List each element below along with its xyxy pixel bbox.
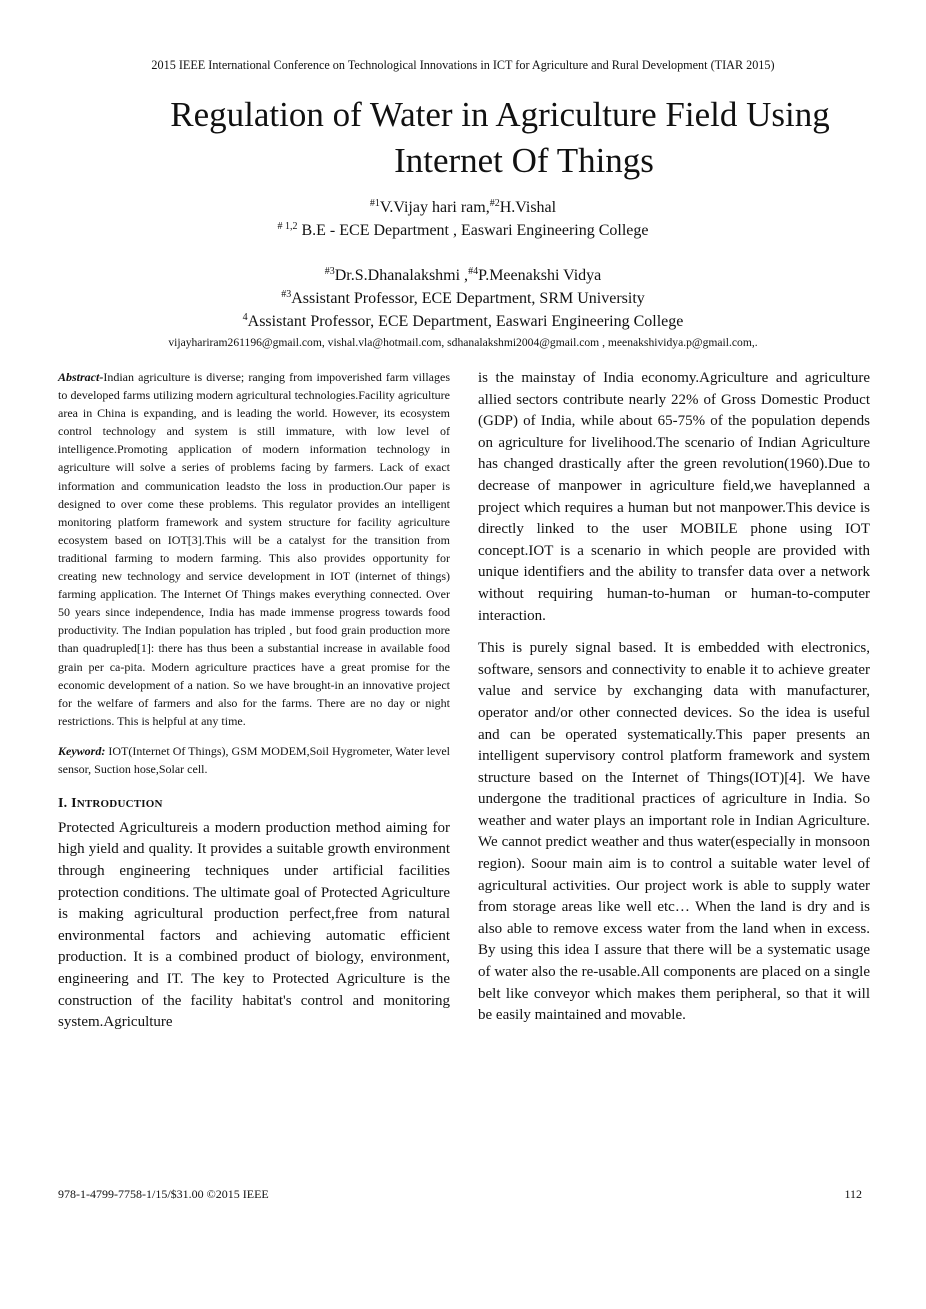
abstract — [58, 368, 450, 730]
authors-line-2 — [0, 267, 926, 285]
authors-line-1 — [0, 199, 926, 217]
footer-isbn: 978-1-4799-7758-1/15/$31.00 ©2015 IEEE — [58, 1187, 269, 1201]
left-column — [58, 368, 450, 1034]
right-column — [478, 368, 870, 1027]
author-marker: #2 — [489, 198, 500, 209]
affiliation-line-3 — [0, 313, 926, 331]
section-title-rest: NTRODUCTION — [76, 797, 163, 810]
affiliation-line-1 — [0, 222, 926, 240]
affiliation-marker: # 1,2 — [277, 221, 298, 232]
title-line-1: Regulation of Water in Agriculture Field Using — [170, 95, 830, 134]
section-heading-introduction — [58, 796, 450, 812]
keywords — [58, 742, 450, 778]
affiliation-text: Assistant Professor, ECE Department, SRM University — [291, 290, 645, 307]
affiliation-text: B.E - ECE Department , Easwari Engineering College — [297, 222, 649, 239]
author-name: H.Vishal — [499, 199, 557, 216]
author-name: P.Meenakshi Vidya — [478, 267, 602, 284]
author-marker: #1 — [369, 198, 380, 209]
author-marker: #3 — [324, 266, 335, 277]
affiliation-text: Assistant Professor, ECE Department, Easwari Engineering College — [247, 313, 684, 330]
author-name: Dr.S.Dhanalakshmi , — [334, 267, 469, 284]
paper-title — [60, 92, 866, 184]
body-paragraph-2: This is purely signal based. It is embedded with electronics, software, sensors and connectivity to enable it to achieve greater value and service by exchanging data with manufacturer, operator and/or other connected devices. So the idea is useful and can be operated systematically.This paper presents an intelligent supervisory control platform framework and system structure based on the Internet of Things(IOT)[4]. We have undergone the traditional practices of agriculture in India. So weather and water plays an important role in Indian Agriculture. We cannot predict weather and thus water(especially in monsoon region). Soour main aim is to control a suitable water level of agricultural activities. Our project work is able to supply water from storage areas like well etc… When the land is dry and is also able to remove excess water from the land when in excess. By using this idea I assure that there will be a systematic usage of water also the re-usable.All components are placed on a single belt like conveyor which makes them peripheral, so that it will be easily maintained and movable. — [478, 640, 870, 1024]
author-marker: #4 — [468, 266, 479, 277]
conference-header: 2015 IEEE International Conference on Technological Innovations in ICT for Agriculture and Rural Development (TIAR 2015) — [151, 58, 775, 72]
author-emails: vijayhariram261196@gmail.com, vishal.vla@hotmail.com, sdhanalakshmi2004@gmail.com , meenakshividya.p@gmail.com,. — [168, 336, 758, 349]
abstract-label: Abstract- — [58, 370, 104, 384]
keyword-text: IOT(Internet Of Things), GSM MODEM,Soil Hygrometer, Water level sensor, Suction hose,Solar cell. — [58, 743, 450, 776]
affiliation-marker: #3 — [281, 289, 292, 300]
abstract-text: Indian agriculture is diverse; ranging from impoverished farm villages to developed farms utilizing modern agricultural technologies.Facility agriculture area in China is expanding, and is leading the world. However, its ecosystem control technology and system is still immature, with low level of intelligence.Promoting application of modern information technology in agriculture will solve a series of problems facing by farmers. Lack of exact information and communication leadsto the loss in production.Our paper is designed to over come these problems. This regulator provides an intelligent monitoring platform framework and system structure for facility agriculture ecosystem based on IOT[3].This will be a catalyst for the transition from traditional farming to modern farming. This also provides opportunity for creating new technology and service development in IOT (internet of things) farming application. The Internet Of Things makes everything connected. Over 50 years since independence, India has made immense progress towards food productivity. The Indian population has tripled , but food grain production more than quadrupled[1]: there has thus been a substantial increase in available food grain per ca-pita. Modern agriculture practices have a great promise for the economic development of a nation. So we have brought-in an innovative project for the welfare of farmers and also for the farms. There are no day or night restrictions. This is helpful at any time. — [58, 370, 450, 728]
title-line-2: Internet Of Things — [394, 141, 654, 180]
section-initial: I — [71, 795, 77, 811]
author-name: V.Vijay hari ram, — [379, 199, 490, 216]
page-number: 112 — [844, 1187, 862, 1201]
affiliation-marker: 4 — [242, 312, 248, 323]
body-paragraph-1: is the mainstay of India economy.Agriculture and agriculture allied sectors contribute nearly 22% of Gross Domestic Product (GDP) of India, while about 65-75% of the population depends on agriculture for livelihood.The scenario of Indian Agriculture has changed drastically after the green revolution(1960).Due to decrease of manpower in agriculture field,we haveplanned a project which requires a human but not manpower.This device is directly linked to the user MOBILE phone using IOT concept.IOT is a scenario in which people are provided with unique identifiers and the ability to transfer data over a network without requiring human-to-human or human-to-computer interaction. — [478, 370, 870, 624]
affiliation-line-2 — [0, 290, 926, 308]
section-number: I. — [58, 795, 72, 811]
keyword-label: Keyword: — [58, 743, 106, 758]
intro-paragraph: Protected Agricultureis a modern production method aiming for high yield and quality. It provides a suitable growth environment through engineering techniques under artificial facilities protection conditions. The ultimate goal of Protected Agriculture is making agricultural production perfect,free from natural environmental factors and achieving automatic efficient production. It is a combined product of biology, environment, engineering and IT. The key to Protected Agriculture is the construction of the facility habitat's control and monitoring system.Agriculture — [58, 819, 450, 1031]
